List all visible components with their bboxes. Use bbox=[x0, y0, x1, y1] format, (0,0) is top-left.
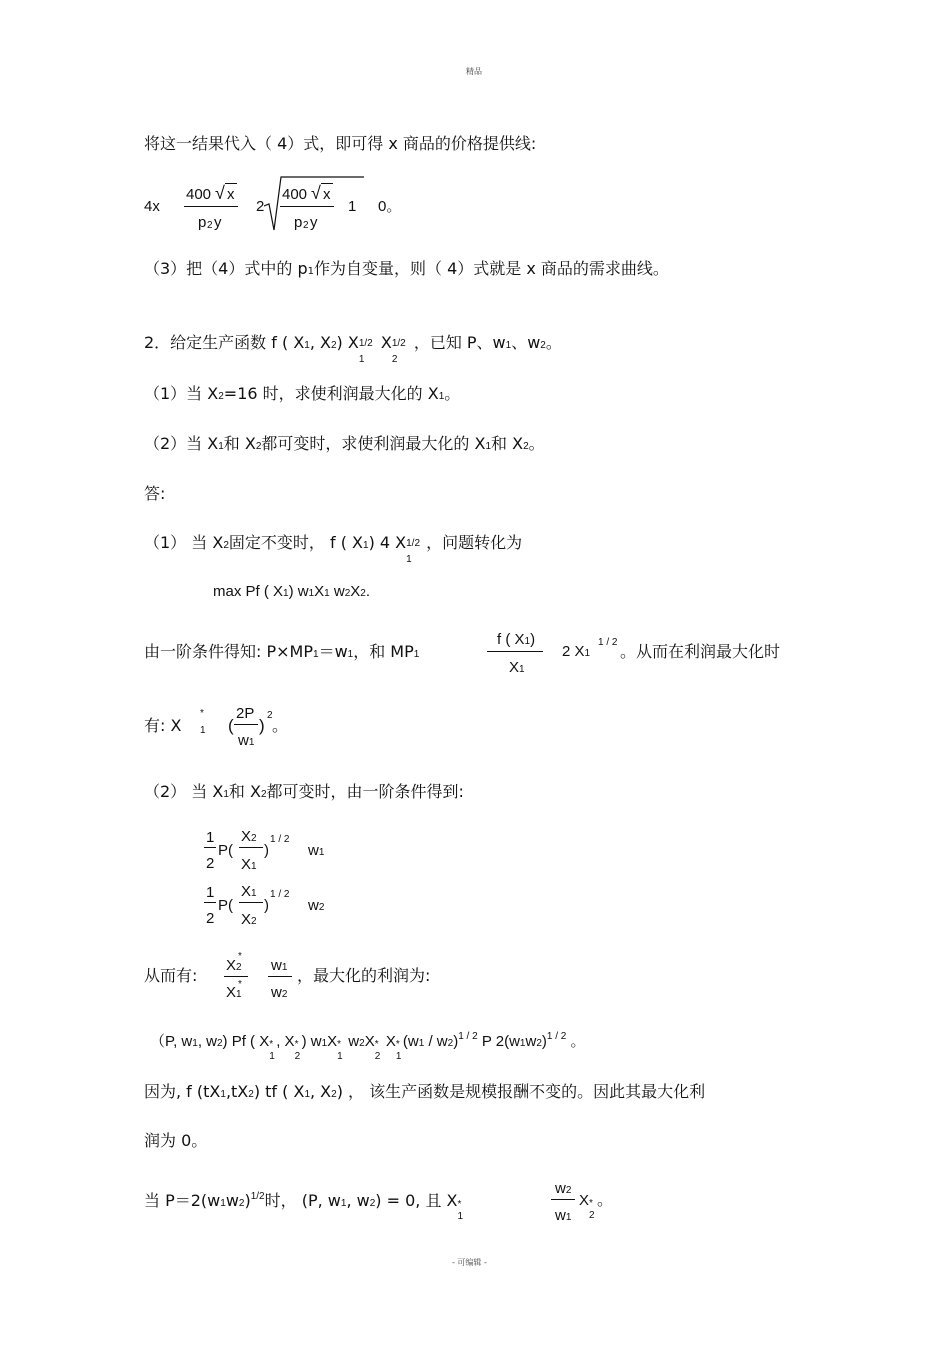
optimal-x1-period: 。 bbox=[272, 716, 289, 735]
constant-returns-text-end: 润为 0。 bbox=[144, 1131, 208, 1150]
ratio-num-star: * bbox=[238, 951, 242, 962]
ratio-w-num: w1 bbox=[271, 957, 288, 974]
last-frac-den: w1 bbox=[555, 1207, 572, 1224]
eq1-num2-x: x bbox=[323, 186, 331, 203]
last-frac-num: w2 bbox=[555, 1180, 572, 1197]
optimal-x1-sub: 1 bbox=[200, 725, 206, 736]
ratio-den: X1 bbox=[226, 984, 242, 1001]
optimal-x1-lparen: ( bbox=[228, 716, 234, 735]
answer-part-1: （1） 当 X2固定不变时， f ( X1) 4 X 1/2 1 ，问题转化为 bbox=[144, 533, 523, 565]
answer-label: 答: bbox=[144, 484, 166, 503]
eq1-den2-y: y bbox=[310, 214, 318, 231]
optimal-x1-label: 有: X bbox=[144, 716, 182, 735]
eq1-zero: 0。 bbox=[378, 198, 402, 215]
constant-returns-text: 因为, f (tX1,tX2) tf ( X1, X2) ， 该生产函数是规模报酬不变的。因此其最大化利 bbox=[144, 1082, 706, 1101]
sqrt-icon-inner: √ bbox=[311, 183, 321, 203]
first-order-condition-text: 由一阶条件得知: P×MP1＝w1，和 MP1 bbox=[144, 642, 420, 661]
zero-profit-condition: 当 $P=2(w1w2)^{1/2}$时， (P, w1, w2) = 0, 且 X * 1 bbox=[144, 1191, 464, 1222]
eq1-one: 1 bbox=[348, 198, 357, 215]
footer-mark: - 可编辑 - bbox=[452, 1258, 487, 1267]
text-line-demand-curve: （3）把（4）式中的 p1作为自变量，则（ 4）式就是 x 商品的需求曲线。 bbox=[144, 259, 669, 278]
eq1-den-p: p bbox=[198, 214, 207, 231]
eq1-den2-sub: 2 bbox=[303, 220, 309, 231]
optimal-x1-exponent: 2 bbox=[267, 710, 273, 721]
max-profit-expression: （P, w1, w2) Pf ( X * 1 , X * 2 ) w1X * 1 w2X * 2 X * 1 (w1 / w2)$^{1 / 2}$ P $2(w1w2)^{1 / 2}$ 。 bbox=[150, 1031, 586, 1062]
optimal-x1-rparen: ) bbox=[259, 716, 265, 735]
eq1-num-400: 400 bbox=[186, 186, 212, 203]
optimal-x1-star: * bbox=[200, 708, 204, 719]
last-x2-star: X * 2 。 bbox=[579, 1192, 614, 1221]
answer-part-2: （2） 当 X1和 X2都可变时，由一阶条件得到: bbox=[144, 782, 464, 801]
ratio-den-star: * bbox=[238, 979, 242, 990]
foc-result: 2 X1 bbox=[562, 643, 591, 660]
eq1-4x: 4x bbox=[144, 198, 160, 215]
optimal-x1-den: w1 bbox=[238, 732, 255, 749]
header-mark: 精品 bbox=[466, 67, 482, 76]
ratio-w-den: w2 bbox=[271, 984, 288, 1001]
eq1-den-y: y bbox=[214, 214, 222, 231]
ratio-continuation: ，最大化的利润为: bbox=[297, 966, 431, 985]
ratio-num: X2 bbox=[226, 957, 242, 974]
part-2-question: （2）当 X1和 X2都可变时，求使利润最大化的 X1和 X2。 bbox=[144, 434, 545, 453]
sqrt-icon: √ bbox=[215, 183, 225, 203]
eq1-num-x: x bbox=[227, 186, 235, 203]
eq1-den-sub: 2 bbox=[207, 220, 213, 231]
eq1-den2-p: p bbox=[294, 214, 303, 231]
eq1-num2-400: 400 bbox=[282, 186, 308, 203]
foc-fraction-denominator: X1 bbox=[509, 659, 525, 676]
foc-result-exponent: 1 / 2 bbox=[598, 637, 618, 648]
text-line-price-offer: 将这一结果代入（ 4）式，即可得 x 商品的价格提供线: bbox=[144, 134, 537, 153]
foc-fraction-numerator: f ( X1) bbox=[497, 631, 536, 648]
max-profit-problem: max Pf ( X1) w1X1 w2X2. bbox=[213, 583, 371, 600]
foc-continuation: 。从而在利润最大化时 bbox=[620, 642, 781, 661]
optimal-x1-num: 2P bbox=[236, 705, 255, 722]
part-1-question: （1）当 X2=16 时，求使利润最大化的 X1。 bbox=[144, 384, 461, 403]
eq1-two: 2 bbox=[256, 198, 265, 215]
question-2-production-function: 2．给定生产函数 f ( X1, X2) X 1/2 1 X 1/2 2 ，已知 P、w1、w2。 bbox=[144, 333, 562, 365]
ratio-intro: 从而有: bbox=[144, 966, 198, 985]
